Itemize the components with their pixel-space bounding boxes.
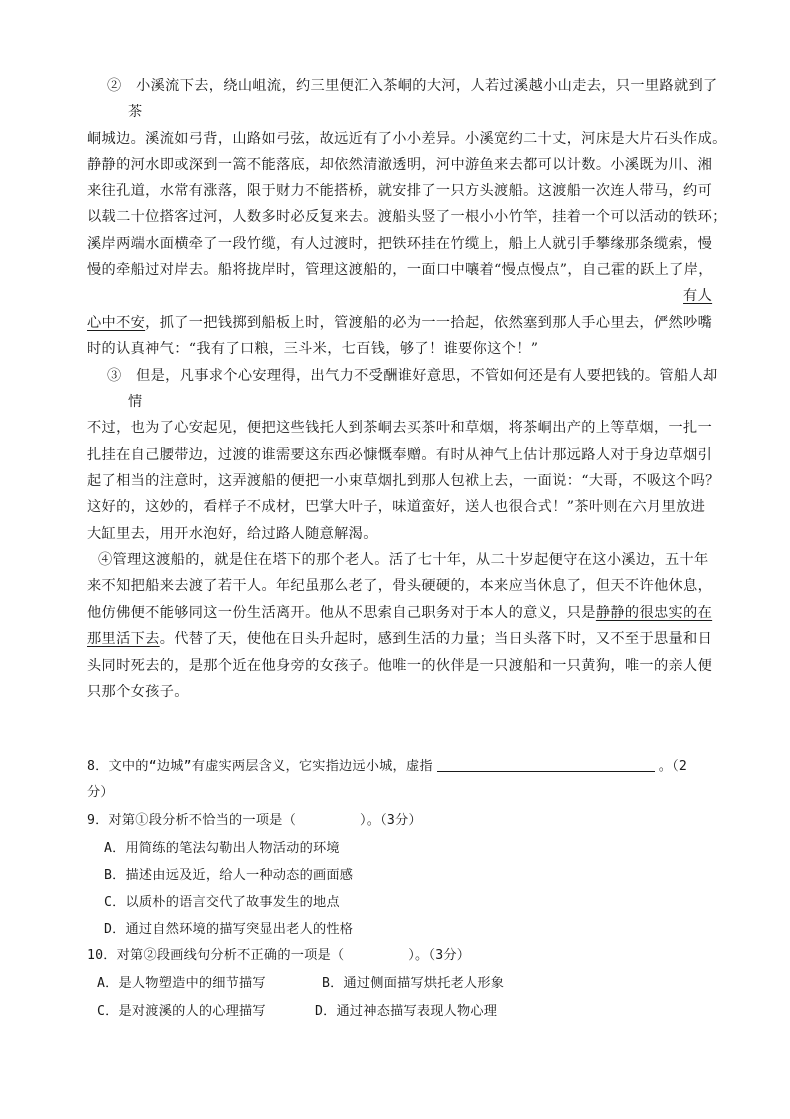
paragraph-3-line: 这好的，这妙的，看样子不成材，巴掌大叶子，味道蛮好，送人也很合式！”茶叶则在六月里放进 [87,499,706,515]
question-9-option: D．通过自然环境的描写突显出老人的性格 [104,922,354,937]
paragraph-4-line: 他仿佛便不能够同这一份生活离开。他从不思索自己职务对于本人的意义，只是静静的很忠实的在 [87,605,713,621]
paragraph-3-overflow: 情 [128,394,143,410]
paragraph-4-line: 头同时死去的，是那个近在他身旁的女孩子。他唯一的伙伴是一只渡船和一只黄狗，唯一的亲人便 [87,658,713,674]
question-8-wrap: 分） [87,785,114,800]
question-9: 9．对第①段分析不恰当的一项是（ ）。（3分） [87,813,422,828]
paragraph-4-line: 只那个女孩子。 [87,684,189,700]
paragraph-2-first-line: ② 小溪流下去，绕山岨流，约三里便汇入茶峒的大河，人若过溪越小山走去，只一里路就到了 [107,78,718,94]
paragraph-2-overflow: 茶 [128,104,143,120]
question-10: 10．对第②段画线句分析不正确的一项是（ ）。（3分） [87,948,471,963]
paragraph-2-line: 静静的河水即或深到一篙不能落底，却依然清澈透明，河中游鱼来去都可以计数。小溪既为川、湘 [87,157,713,173]
paragraph-3-line: 大缸里去，用开水泡好，给过路人随意解渴。 [87,526,378,542]
paragraph-4-line: 那里活下去。代替了天，使他在日头升起时，感到生活的力量；当日头落下时，又不至于思量和日 [87,631,713,647]
question-9-option: A．用简练的笔法勾勒出人物活动的环境 [104,841,340,856]
paragraph-2-line: 慢的牵船过对岸去。船将拢岸时，管理这渡船的，一面口中嚷着“慢点慢点”，自己霍的跃上了岸， [87,262,713,278]
paragraph-2-last-line: 时的认真神气：“我有了口粮，三斗米，七百钱，够了！谁要你这个！” [87,341,539,357]
paragraph-2-line: 以载二十位搭客过河，人数多时必反复来去。渡船头竖了一根小小竹竿，挂着一个可以活动的铁环； [87,209,727,225]
question-10-option: B．通过侧面描写烘托老人形象 [322,976,505,991]
underlined-phrase: 有人 [683,288,713,304]
question-9-option: C．以质朴的语言交代了故事发生的地点 [104,895,340,910]
paragraph-2-line: 峒城边。溪流如弓背，山路如弓弦，故远近有了小小差异。小溪宽约二十丈，河床是大片石头作成。 [87,131,727,147]
question-10-option: D．通过神态描写表现人物心理 [315,1004,498,1019]
question-10-option: A．是人物塑造中的细节描写 [97,976,266,991]
underlined-phrase: 心中不安 [87,315,146,331]
paragraph-2-line: 溪岸两端水面横牵了一段竹缆，有人过渡时，把铁环挂在竹缆上，船上人就引手攀缘那条缆索，慢 [87,236,713,252]
paragraph-4-line: 来不知把船来去渡了若干人。年纪虽那么老了，骨头硬硬的，本来应当休息了，但天不许他休息， [87,578,713,594]
paragraph-2-line: 心中不安，抓了一把钱掷到船板上时，管渡船的必为一一拾起，依然塞到那人手心里去，俨然吵嘴 [87,315,713,331]
paragraph-3-line: 不过，也为了心安起见，便把这些钱托人到茶峒去买茶叶和草烟，将茶峒出产的上等草烟，一扎一 [87,420,713,436]
question-8: 8．文中的“边城”有虚实两层含义，它实指边远小城，虚指 。（2 [87,759,688,774]
paragraph-3-first-line: ③ 但是，凡事求个心安理得，出气力不受酬谁好意思，不管如何还是有人要把钱的。管船人却 [107,368,718,384]
underlined-phrase: 静静的很忠实的在 [595,605,713,621]
question-9-option: B．描述由远及近，给人一种动态的画面感 [104,868,354,883]
paragraph-2-line: 来往孔道，水常有涨落，限于财力不能搭桥，就安排了一只方头渡船。这渡船一次连人带马，约可 [87,183,713,199]
underlined-phrase: 那里活下去 [87,631,160,647]
paragraph-3-line: 起了相当的注意时，这弄渡船的便把一小束草烟扎到那人包袱上去，一面说：“大哥，不吸这个吗？ [87,473,720,489]
paragraph-2-line-with-underline [87,286,712,306]
answer-blank[interactable] [437,757,655,772]
question-10-option: C．是对渡溪的人的心理描写 [97,1004,266,1019]
paragraph-4-line: ④管理这渡船的，就是住在塔下的那个老人。活了七十年，从二十岁起便守在这小溪边，五十年 [98,552,709,568]
paragraph-3-line: 扎挂在自己腰带边，过渡的谁需要这东西必慷慨奉赠。有时从神气上估计那远路人对于身边草烟引 [87,447,713,463]
